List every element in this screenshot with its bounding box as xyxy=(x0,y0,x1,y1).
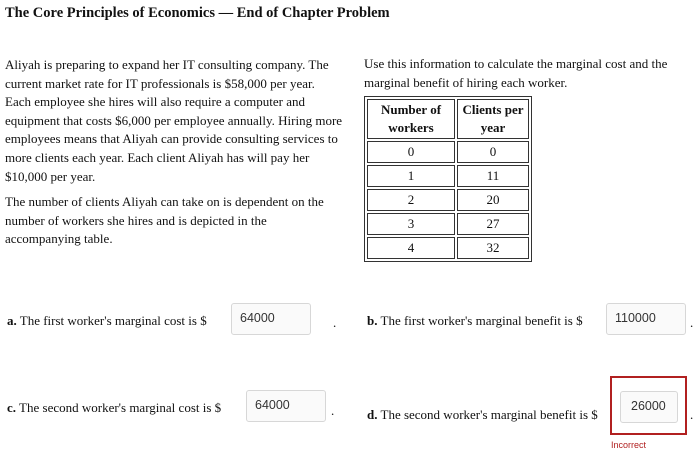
instruction-text: Use this information to calculate the marginal cost and the marginal benefit of hiring each worker. xyxy=(364,56,668,90)
question-b xyxy=(367,313,583,329)
question-b-period: . xyxy=(690,315,694,330)
question-a xyxy=(7,313,207,329)
cell-clients: 0 xyxy=(457,141,529,163)
answer-d-input[interactable]: 26000 xyxy=(620,391,678,423)
cell-workers: 3 xyxy=(367,213,455,235)
answer-c-input[interactable]: 64000 xyxy=(246,390,326,422)
question-c-letter: c. xyxy=(7,400,17,415)
question-c-text: The second worker's marginal cost is $ xyxy=(19,400,222,415)
question-b-letter: b. xyxy=(367,313,378,328)
header-number-of-workers: Number of workers xyxy=(367,99,455,139)
cell-clients: 27 xyxy=(457,213,529,235)
cell-workers: 0 xyxy=(367,141,455,163)
table-row xyxy=(367,165,529,187)
question-c-period: . xyxy=(331,403,335,418)
workers-clients-table xyxy=(364,96,532,262)
intro-paragraph-2: The number of clients Aliyah can take on is dependent on the number of workers she hires and is depicted in the accompanying table. xyxy=(5,194,324,247)
question-a-text: The first worker's marginal cost is $ xyxy=(19,313,207,328)
question-d-period: . xyxy=(690,407,694,422)
cell-clients: 20 xyxy=(457,189,529,211)
answer-b-input[interactable]: 110000 xyxy=(606,303,686,335)
page-title: The Core Principles of Economics — End of Chapter Problem xyxy=(5,5,390,21)
table-row xyxy=(367,237,529,259)
incorrect-status-label: Incorrect xyxy=(611,440,647,450)
table-row xyxy=(367,141,529,163)
question-d-text: The second worker's marginal benefit is $ xyxy=(380,407,598,422)
cell-workers: 2 xyxy=(367,189,455,211)
cell-clients: 11 xyxy=(457,165,529,187)
table-row xyxy=(367,189,529,211)
answer-a-input[interactable]: 64000 xyxy=(231,303,311,335)
cell-workers: 1 xyxy=(367,165,455,187)
header-clients-per-year: Clients per year xyxy=(457,99,529,139)
table-header-row xyxy=(367,99,529,139)
question-a-letter: a. xyxy=(7,313,17,328)
question-b-text: The first worker's marginal benefit is $ xyxy=(380,313,583,328)
question-a-period: . xyxy=(333,315,337,330)
cell-clients: 32 xyxy=(457,237,529,259)
question-d xyxy=(367,407,598,423)
question-c xyxy=(7,400,221,416)
cell-workers: 4 xyxy=(367,237,455,259)
table-row xyxy=(367,213,529,235)
question-d-letter: d. xyxy=(367,407,378,422)
intro-paragraph-1: Aliyah is preparing to expand her IT consulting company. The current market rate for IT professionals is $58,000 per year. Each employee she hires will also require a computer and equipment that costs $6,000 per employee annually. Hiring more employees means that Aliyah can provide consulting services to more clients each year. Each client Aliyah has will pay her $10,000 per year. xyxy=(5,57,343,184)
